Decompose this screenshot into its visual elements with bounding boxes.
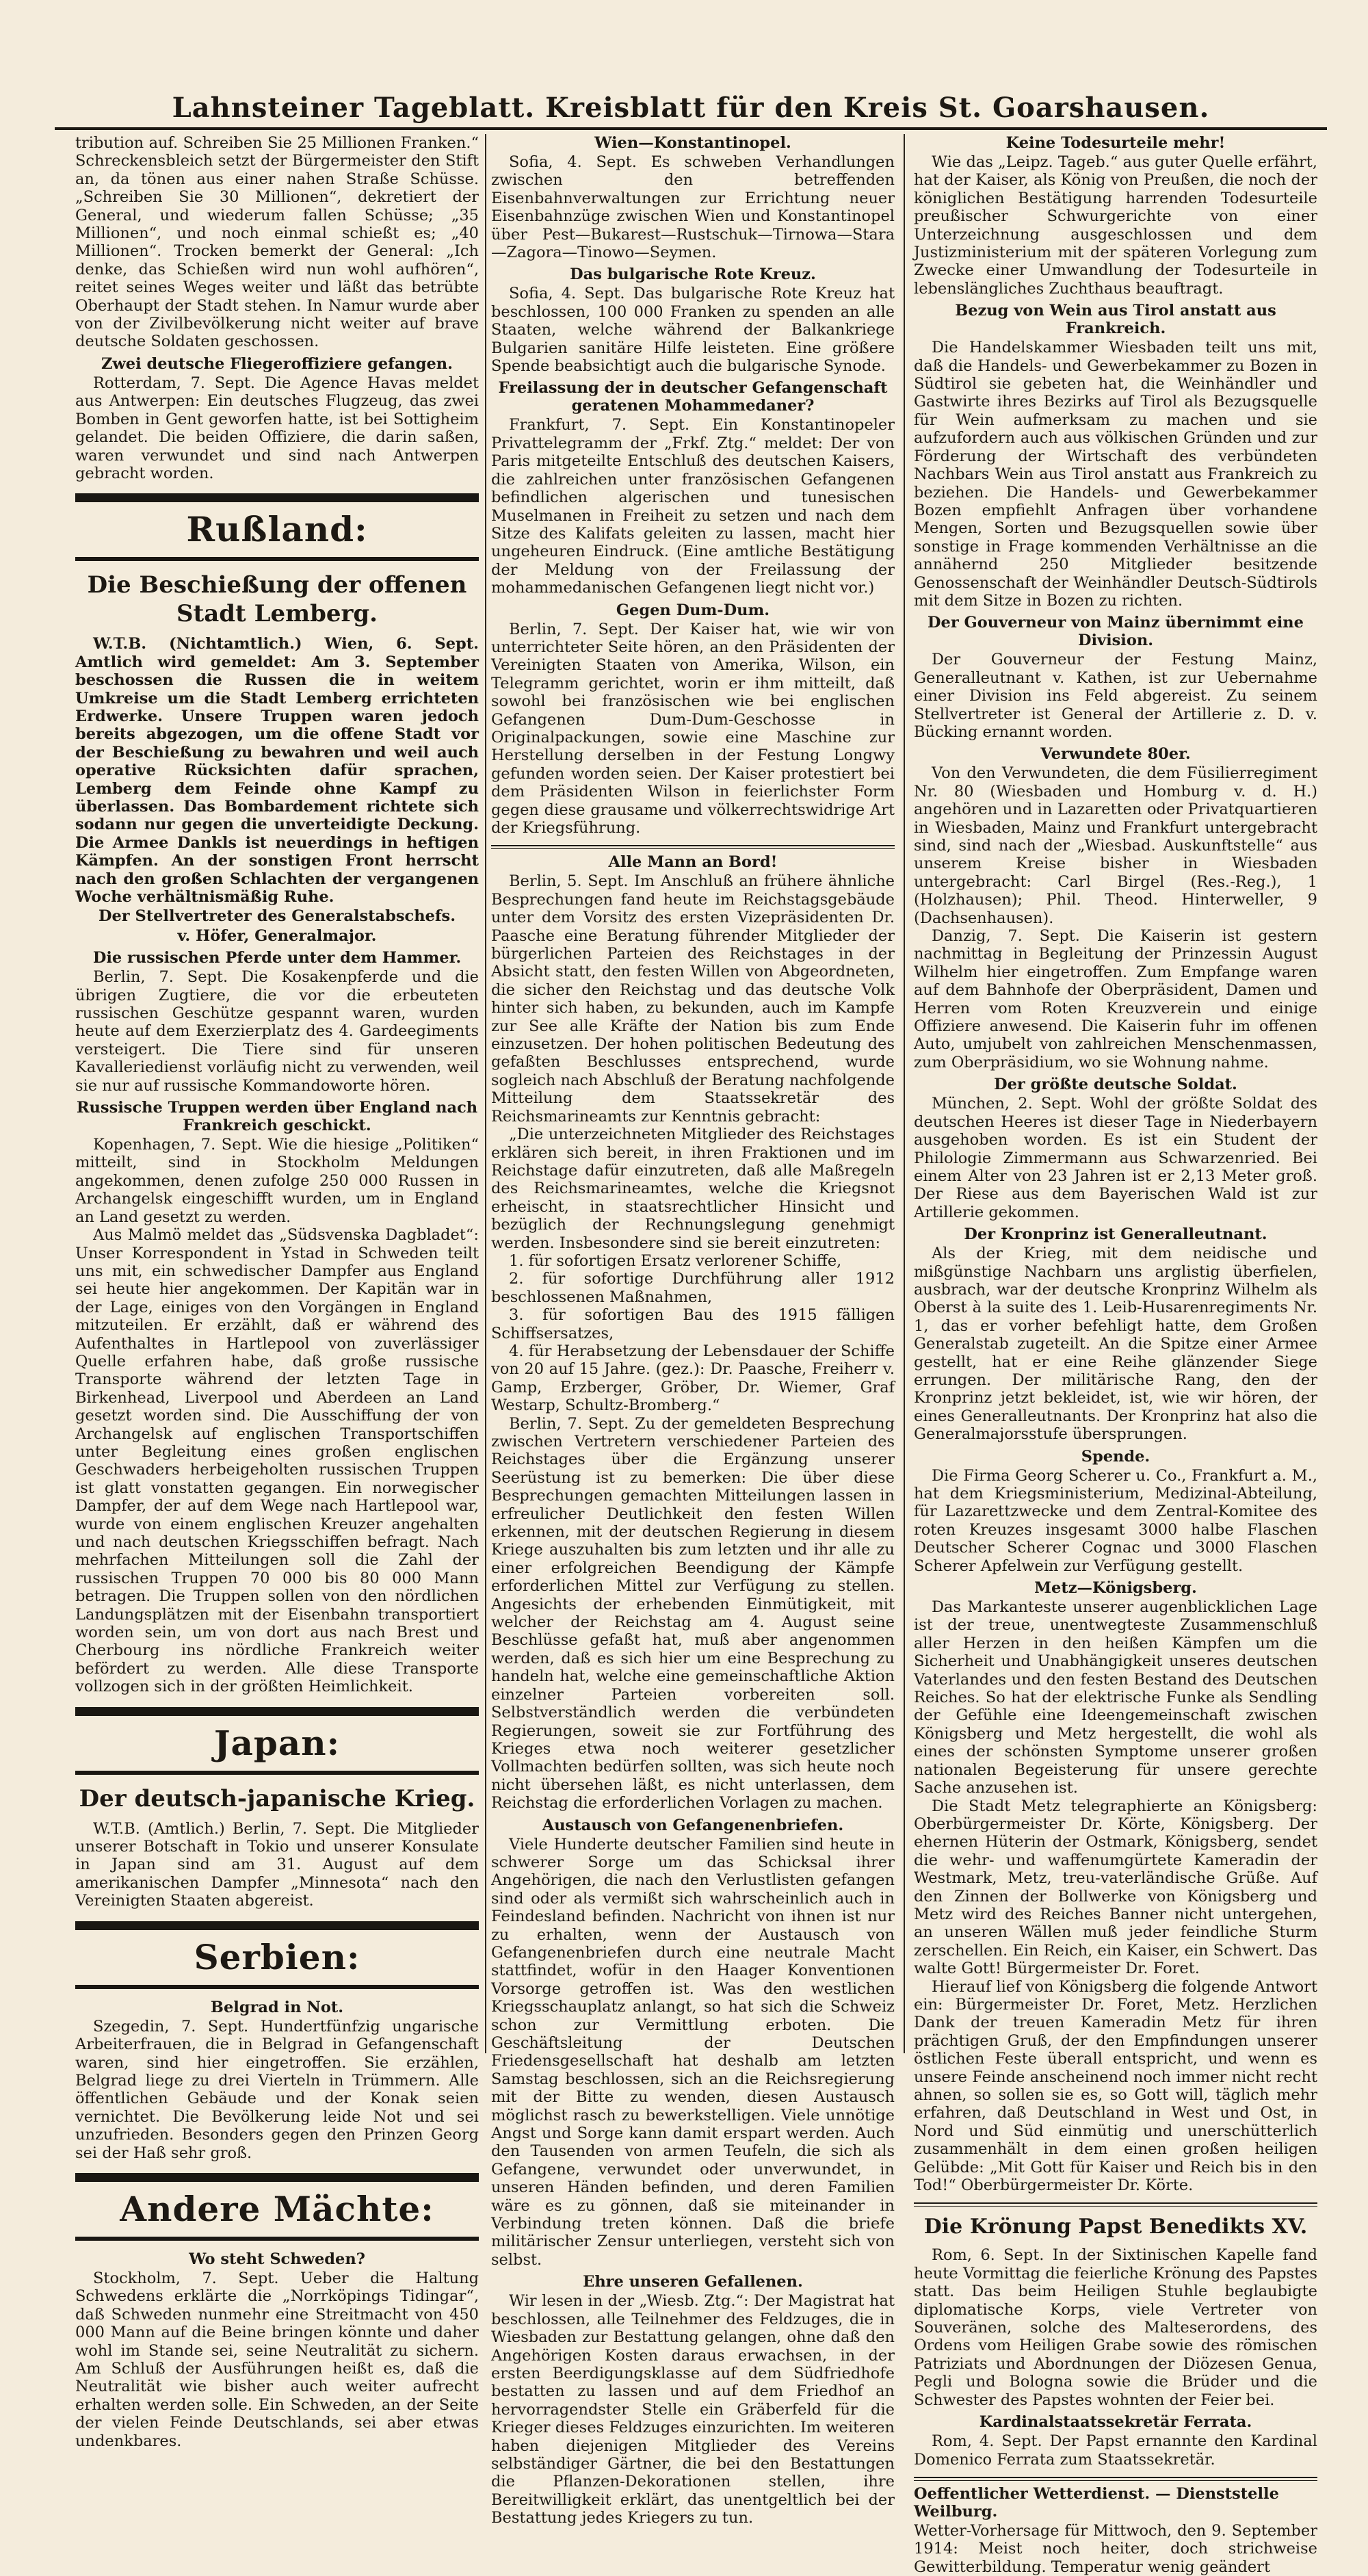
article-text: W.T.B. (Amtlich.) Berlin, 7. Sept. Die Mitglieder unserer Botschaft in Tokio und unserer Konsulate in Japan sind am 31. August auf dem amerikanischen Dampfer „Minnesota“ nach den Vereinigten Staaten abgereist. — [75, 1819, 479, 1910]
article-text: Wie das „Leipz. Tageb.“ aus guter Quelle erfährt, hat der Kaiser, als König von Preußen, die noch der königlichen Bestätigung harrenden Todesurteile preußischer Schwurgerichte von einer Unterzeichnung ausgeschlossen und dem Justizministerium mit der späteren Vorlegung zum Zwecke einer Umwandlung der Todesurteile in lebenslängliches Zuchthaus beauftragt. — [914, 153, 1317, 298]
section-title-japan: Japan: — [213, 1722, 341, 1763]
article-heading: Der größte deutsche Soldat. — [994, 1076, 1237, 1094]
article-heading: Russische Truppen werden über England nach Frankreich geschickt. — [76, 1099, 478, 1135]
headline-lemberg: Die Beschießung der offenen Stadt Lemberg. — [87, 571, 467, 628]
weather-heading: Oeffentlicher Wetterdienst. — Dienststelle Weilburg. — [914, 2484, 1279, 2521]
article-text: Die Firma Georg Scherer u. Co., Frankfurt a. M., hat dem Kriegsministerium, Medizinal-Abteilung, für Lazarettzwecke und dem Zentral-Komitee des roten Kreuzes insgesamt 3000 halbe Flaschen Deutscher Scherer Cognac und 3000 Flaschen Scherer Apfelwein zur Verfügung gestellt. — [914, 1466, 1317, 1575]
article-text: Die Handelskammer Wiesbaden teilt uns mit, daß die Handels- und Gewerbekammer zu Bozen in Südtirol sie gebeten hat, die Weinhändler und Gastwirte ihres Bezirks auf Tirol als Bezugsquelle für Wein aufmerksam zu machen und sie aufzufordern auch aus völkischen Gründen und zur Förderung der Wirtschaft des verbündeten Nachbars Wein aus Tirol anstatt aus Frankreich zu beziehen. Die Handels- und Gewerbekammer Bozen empfiehlt Anfragen über vorhandene Mengen, Sorten und Bezugsquellen sowie über sonstige in Frage kommenden Verhältnisse an die annähernd 250 Mitglieder besitzende Genossenschaft der Weinhändler Deutsch-Südtirols mit dem Sitze in Bozen zu richten. — [914, 339, 1317, 610]
article-text: Viele Hunderte deutscher Familien sind heute in schwerer Sorge um das Schicksal ihrer Angehörigen, die nach den Verlustlisten gefangen sind oder als vermißt sich wahrscheinlich auch in Feindesland befinden. Nachricht von ihnen ist nur zu erhalten, wenn der Austausch von Gefangenenbriefen durch eine neutrale Macht stattfindet, wofür in den Haager Konventionen Vorsorge getroffen ist. Was den westlichen Kriegsschauplatz anlangt, so hat sich die Schweiz schon zur Vermittlung erboten. Die Geschäftsleitung der Deutschen Friedensgesellschaft hat deshalb am letzten Samstag beschlossen, sich an die Reichsregierung mit der Bitte zu wenden, diesen Austausch möglichst rasch zu bewerkstelligen. Viele unnötige Angst und Sorge kann damit erspart werden. Auch den Tausenden von armen Teufeln, die sich als Gefangene, verwundet oder unverwundet, in unseren Händen befinden, und deren Familien wäre es zu gönnen, daß sie miteinander in Verbindung treten können. Daß die briefe militärischer Zensur unterliegen, versteht sich von selbst. — [491, 1835, 895, 2269]
masthead-rule — [55, 127, 1327, 130]
article-text: Rotterdam, 7. Sept. Die Agence Havas meldet aus Antwerpen: Ein deutsches Flugzeug, das zwei Bomben in Gent geworfen hatte, ist bei Sottigheim gelandet. Die beiden Offiziere, die darin saßen, waren verwundet und sind nach Antwerpen gebracht worden. — [75, 374, 479, 482]
article-heading: Der Gouverneur von Mainz übernimmt eine Division. — [928, 614, 1304, 650]
section-bar — [75, 1771, 479, 1775]
section-title-other: Andere Mächte: — [120, 2188, 434, 2229]
article-text: Kopenhagen, 7. Sept. Wie die hiesige „Politiken“ mitteilt, sind in Stockholm Meldungen angekommen, denen zufolge 250 000 Russen in Archangelsk eingeschifft wurden, um in England an Land gesetzt zu werden. — [75, 1136, 479, 1226]
article-heading: Wo steht Schweden? — [189, 2250, 365, 2268]
section-bar — [75, 2237, 479, 2241]
article-divider — [914, 2477, 1317, 2481]
article-text: Sofia, 4. Sept. Das bulgarische Rote Kreuz hat beschlossen, 100 000 Franken zu spenden an alle Staaten, welche während der Balkankriege Bulgarien sanitäre Hilfe leisteten. Eine größere Spende beabsichtigt auch die bulgarische Synode. — [491, 285, 895, 376]
article-text: Der Gouverneur der Festung Mainz, Generalleutnant v. Kathen, ist zur Uebernahme einer Division ins Feld abgereist. Zu seinem Stellvertreter ist General der Artillerie z. D. v. Bücking ernannt worden. — [914, 651, 1317, 741]
list-item: 1. für sofortigen Ersatz verlorener Schiffe, — [509, 1251, 842, 1270]
article-heading: Verwundete 80er. — [1040, 745, 1191, 764]
article-heading: Das bulgarische Rote Kreuz. — [570, 265, 816, 284]
article-text: Berlin, 7. Sept. Die Kosakenpferde und die übrigen Zugtiere, die vor die erbeuteten russischen Geschütze gespannt waren, wurden heute auf dem Exerzierplatz des 4. Gardeegiments versteigert. Die Tiere sind für unseren Kavalleriedienst vorläufig nicht zu verwenden, weil sie nur auf russische Kommandoworte hören. — [75, 968, 479, 1095]
signature: v. Höfer, Generalmajor. — [177, 926, 377, 945]
article-text: „Die unterzeichneten Mitglieder des Reichstages erklären sich bereit, in ihren Fraktionen und im Reichstage dafür einzutreten, daß alle Maßregeln des Reichsmarineamtes, welche die Kriegsnot erheischt, in staatsrechtlicher Hinsicht und bezüglich der Rechnungslegung genehmigt werden. Insbesondere sind sie bereit einzutreten: — [491, 1126, 895, 1252]
article-text: W.T.B. (Nichtamtlich.) Wien, 6. Sept. Amtlich wird gemeldet: Am 3. September beschossen die Russen die in weitem Umkreise um die Stadt Lemberg errichteten Erdwerke. Unsere Truppen waren jedoch bereits abgezogen, um die offene Stadt vor der Beschießung zu bewahren und weil auch operative Rücksichten dafür sprachen, Lemberg dem Feinde ohne Kampf zu überlassen. Das Bombardement richtete sich sodann nur gegen die unverteidigte Deckung. Die Armee Dankls ist neuerdings in heftigen Kämpfen. An der sonstigen Front herrscht nach den großen Schlachten der vergangenen Woche verhältnismäßig Ruhe. — [75, 635, 479, 906]
article-heading: Keine Todesurteile mehr! — [1005, 134, 1226, 152]
headline-pope: Die Krönung Papst Benedikts XV. — [923, 2215, 1308, 2239]
article-text: Stockholm, 7. Sept. Ueber die Haltung Schwedens erklärte die „Norrköpings Tidingar“, daß Schweden nunmehr eine Streitmacht von 450 000 Mann auf die Beine bringen könnte und daher wohl im Stande sei, seine Neutralität zu sichern. Am Schluß der Ausführungen heißt es, daß die Neutralität wie bisher auch weiter aufrecht erhalten werden solle. Ein Schweden, an der Seite der vielen Feinde Deutschlands, sei aber etwas undenkbares. — [75, 2269, 479, 2450]
article-text: Szegedin, 7. Sept. Hundertfünfzig ungarische Arbeiterfrauen, die in Belgrad in Gefangenschaft waren, sind hier eingetroffen. Sie erzählen, Belgrad liege zu drei Vierteln in Trümmern. Alle öffentlichen Gebäude und der Konak seien vernichtet. Die Bevölkerung leide Not und sei unzufrieden. Besonders gegen den Prinzen Georg sei der Haß sehr groß. — [75, 2017, 479, 2162]
article-text: Das Markanteste unserer augenblicklichen Lage ist der treue, unentwegteste Zusammenschluß aller Herzen in den heißen Kämpfen um die Sicherheit und Unabhängigkeit unseres deutschen Vaterlandes und den festen Bestand des Deutschen Reiches. So hat der elektrische Funke als Sendling der Gefühle eine Ideengemeinschaft zwischen Königsberg und Metz hergestellt, die wohl als eines der schönsten Symptome unserer großen nationalen Begeisterung für unsere gerechte Sache anzusehen ist. — [914, 1598, 1317, 1797]
article-heading: Austausch von Gefangenenbriefen. — [542, 1816, 844, 1834]
section-bar — [75, 1921, 479, 1930]
article-divider — [914, 2202, 1317, 2207]
article-heading: Gegen Dum-Dum. — [616, 601, 770, 619]
article-heading: Zwei deutsche Fliegeroffiziere gefangen. — [101, 354, 453, 373]
column-divider-2 — [904, 134, 905, 2053]
list-item: 4. für Herabsetzung der Lebensdauer der Schiffe von 20 auf 15 Jahre. (gez.): Dr. Paasche, Freiherr v. Gamp, Erzberger, Gröber, Dr. Wiemer, Graf Westarp, Schultz-Bromberg.“ — [491, 1342, 895, 1415]
article-heading: Spende. — [1081, 1447, 1150, 1466]
article-heading: Die russischen Pferde unter dem Hammer. — [92, 949, 462, 967]
column-1 — [75, 134, 479, 2450]
masthead: Lahnsteiner Tageblatt. Kreisblatt für den Kreis St. Goarshausen. — [172, 92, 1210, 124]
article-text: Die Stadt Metz telegraphierte an Königsberg: Oberbürgermeister Dr. Körte, Königsberg. Der ehernen Hüterin der Ostmark, Königsberg, sendet die wehr- und waffenumgürtete Kameradin der Westmark, Metz, treu-vaterländische Grüße. Auf den Zinnen der Bollwerke von Königsberg und Metz wird des Reiches Banner nicht untergehen, an unseren Wällen muß jeder feindliche Sturm zerschellen. Ein Reich, ein Kaiser, ein Schwert. Das walte Gott! Bürgermeister Dr. Foret. — [914, 1797, 1317, 1978]
article-text: Danzig, 7. Sept. Die Kaiserin ist gestern nachmittag in Begleitung der Prinzessin August Wilhelm hier eingetroffen. Zum Empfange waren auf dem Bahnhofe der Oberpräsident, Damen und Herren vom Roten Kreuzverein und einige Offiziere anwesend. Die Kaiserin fuhr im offenen Auto, umjubelt von zahlreichen Menschenmassen, zum Oberpräsidium, wo sie Wohnung nahme. — [914, 927, 1317, 1071]
list-item: 3. für sofortigen Bau des 1915 fälligen Schiffsersatzes, — [491, 1306, 895, 1342]
article-divider — [491, 845, 895, 849]
article-text: Berlin, 7. Sept. Zu der gemeldeten Besprechung zwischen Vertretern verschiedener Parteien des Reichstages über die Ergänzung unserer Seerüstung ist zu bemerken: Die über diese Besprechungen gemachten Mitteilungen lassen in erfreulicher Deutlichkeit den festen Willen erkennen, mit der deutschen Regierung in diesem Kriege auszuhalten bis zum letzten und ihr alle zu einer erfolgreichen Beendigung der Kämpfe erforderlichen Mittel zur Verfügung zu stellen. Angesichts der erhebenden Einmütigkeit, mit welcher der Reichstag am 4. August seine Beschlüsse gefaßt hat, muß aber angenommen werden, daß es sich hier um eine Besprechung zu handeln hat, welche eine gemeinschaftliche Aktion einzelner Parteien vorbereiten soll. Selbstverständlich werden die verbündeten Regierungen, soweit sie zur Fortführung des Krieges etwa noch weiterer gesetzlicher Vollmachten bedürfen sollten, was sich heute noch nicht übersehen läßt, es nicht unterlassen, dem Reichstag die erforderlichen Vorlagen zu machen. — [491, 1414, 895, 1812]
section-bar — [75, 1985, 479, 1989]
list-item: 2. für sofortige Durchführung aller 1912 beschlossenen Maßnahmen, — [491, 1270, 895, 1306]
article-heading: Der Kronprinz ist Generalleutnant. — [964, 1225, 1267, 1244]
headline-japan: Der deutsch-japanische Krieg. — [79, 1784, 475, 1812]
weather-text: Wetter-Vorhersage für Mittwoch, den 9. September 1914: Meist noch heiter, doch strichweise Gewitterbildung. Temperatur wenig geändert — [914, 2521, 1317, 2576]
section-title-russia: Rußland: — [186, 509, 368, 550]
article-heading: Freilassung der in deutscher Gefangenschaft geratenen Mohammedaner? — [498, 379, 888, 415]
article-text: Sofia, 4. Sept. Es schweben Verhandlungen zwischen den betreffenden Eisenbahnverwaltungen zur Errichtung neuer Eisenbahnzüge zwischen Wien und Konstantinopel über Pest—Bukarest—Rustschuk—Tirnowa—Stara—Zagora—Tinowo—Seymen. — [491, 153, 895, 262]
article-heading: Wien—Konstantinopel. — [594, 134, 791, 152]
section-bar — [75, 493, 479, 502]
column-divider-1 — [485, 134, 486, 2053]
article-text: München, 2. Sept. Wohl der größte Soldat des deutschen Heeres ist dieser Tage in Niederbayern ausgehoben worden. Es ist ein Student der Philologie Zimmermann aus Schwarzenried. Bei einem Alter von 23 Jahren ist er 2,13 Meter groß. Der Riese aus dem Bayerischen Wald ist zur Artillerie gekommen. — [914, 1095, 1317, 1221]
article-text: tribution auf. Schreiben Sie 25 Millionen Franken.“ Schreckensbleich setzt der Bürgermeister den Stift an, da tönen aus einer nahen Straße Schüsse. „Schreiben Sie 30 Millionen“, dekretiert der General, und wiederum fallen Schüsse; „35 Millionen“, und noch einmal schießt es; „40 Millionen“. Trocken bemerkt der General: „Ich denke, das Schießen wird nun wohl aufhören“, reitet seines Weges weiter und läßt das betrübte Oberhaupt der Stadt stehen. In Namur wurde aber von der Zivilbevölkerung nicht weiter auf brave deutsche Soldaten geschossen. — [75, 134, 479, 351]
section-title-serbia: Serbien: — [194, 1936, 360, 1977]
column-2 — [491, 134, 895, 2527]
article-text: Frankfurt, 7. Sept. Ein Konstantinopeler Privattelegramm der „Frkf. Ztg.“ meldet: Der von Paris mitgeteilte Entschluß des deutschen Kaisers, die zahlreichen unter französischen Gefangenen befindlichen algerischen und tunesischen Muselmanen in Freiheit zu setzen und nach dem Sitze des Kalifats geleiten zu lassen, macht hier ungeheuren Eindruck. (Eine amtliche Bestätigung der Meldung von der Freilassung der mohammedanischen Gefangenen liegt nicht vor.) — [491, 416, 895, 597]
article-text: Wir lesen in der „Wiesb. Ztg.“: Der Magistrat hat beschlossen, alle Teilnehmer des Feldzuges, die in Wiesbaden zur Bestattung gelangen, ohne daß den Angehörigen Kosten daraus erwachsen, in der ersten Beerdigungsklasse auf dem Südfriedhofe bestatten zu lassen und auf dem Friedhof an hervorragendster Stelle ein Gräberfeld für die Krieger dieses Feldzuges einzurichten. Im weiteren haben diejenigen Mitglieder des Vereins selbständiger Gärtner, die bei den Bestattungen die Pflanzen-Dekorationen stellen, ihre Bereitwilligkeit erklärt, das unentgeltlich bei der Bestattung jedes Kriegers zu tun. — [491, 2292, 895, 2527]
article-text: Hierauf lief von Königsberg die folgende Antwort ein: Bürgermeister Dr. Foret, Metz. Herzlichen Dank der treuen Kameradin Metz für ihren prächtigen Gruß, der den Empfindungen unserer östlichen Feste überall entspricht, und wenn es unsere Feinde anscheinend noch immer nicht recht ahnen, so sollen sie es, so Gott will, täglich mehr erfahren, daß Deutschland in West und Ost, in Nord und Süd einmütig und unerschütterlich zusammenhält in dem einen großen heiligen Gelübde: „Mit Gott für Kaiser und Reich bis in den Tod!“ Oberbürgermeister Dr. Körte. — [914, 1977, 1317, 2195]
article-text: Als der Krieg, mit dem neidische und mißgünstige Nachbarn uns arglistig überfielen, ausbrach, war der deutsche Kronprinz Wilhelm als Oberst à la suite des 1. Leib-Husarenregiments Nr. 1, das er vorher befehligt hatte, dem Großen Generalstab zugeteilt. An die Spitze einer Armee gestellt, hat er eine Reihe glänzender Siege errungen. Der militärische Rang, den der Kronprinz jetzt bekleidet, ist, wie wir hören, der eines Generalleutnants. Der Kronprinz hat also die Generalmajorsstufe übersprungen. — [914, 1245, 1317, 1444]
signature: Der Stellvertreter des Generalstabschefs. — [98, 907, 456, 926]
article-heading: Kardinalstaatssekretär Ferrata. — [979, 2413, 1252, 2432]
article-text: Aus Malmö meldet das „Südsvenska Dagbladet“: Unser Korrespondent in Ystad in Schweden teilt uns mit, ein schwedischer Dampfer aus England sei heute hier angekommen. Der Kapitän war in der Lage, einiges von den Vorgängen in England mitzuteilen. Er erzählt, daß er während des Aufenthaltes in Hartlepool von zuverlässiger Quelle erfahren habe, daß große russische Transporte während der letzten Tage in Birkenhead, Liverpool und Aberdeen an Land gesetzt worden sind. Die Ausschiffung der von Archangelsk auf englischen Transportschiffen unter Begleitung eines großen englischen Geschwaders herbeigeholten russischen Truppen ist glatt vonstatten gegangen. Ein norwegischer Dampfer, der auf dem Wege nach Hartlepool war, wurde von einem englischen Kreuzer angehalten und nach deutschen Kriegsschiffen befragt. Nach mehrfachen Mitteilungen soll die Zahl der russischen Truppen 70 000 bis 80 000 Mann betragen. Die Truppen sollen von den nördlichen Landungsplätzen mit der Eisenbahn transportiert worden sein, um von dort aus nach Brest und Cherbourg ins nördliche Frankreich weiter befördert zu werden. Alle diese Transporte vollzogen sich in der größten Heimlichkeit. — [75, 1226, 479, 1696]
article-heading: Belgrad in Not. — [210, 1998, 344, 2016]
article-text: Berlin, 5. Sept. Im Anschluß an frühere ähnliche Besprechungen fand heute im Reichstagsgebäude unter dem Vorsitz des ersten Vizepräsidenten Dr. Paasche eine Beratung führender Mitglieder der bürgerlichen Parteien des Reichstages in der Absicht statt, den festen Willen von Abgeordneten, die sicher den Reichstag und das deutsche Volk hinter sich haben, zu bekunden, auch im Kampfe zur See alle Kräfte der Nation bis zum Ende einzusetzen. Der hohen politischen Bedeutung des gefaßten Beschlusses entsprechend, wurde sogleich nach Abschluß der Beratung nachfolgende Mitteilung dem Staatssekretär des Reichsmarineamts zur Kenntnis gebracht: — [491, 872, 895, 1126]
section-bar — [75, 2173, 479, 2182]
column-3 — [914, 134, 1317, 2576]
article-text: Von den Verwundeten, die dem Füsilierregiment Nr. 80 (Wiesbaden und Homburg v. d. H.) angehören und in Lazaretten oder Privatquartieren in Wiesbaden, Mainz und Frankfurt untergebracht sind, sind nach der „Wiesbad. Auskunftstelle“ aus unserem Kreise bisher in Wiesbaden untergebracht: Carl Birgel (Res.-Reg.), 1 (Holzhausen); Phil. Theod. Hinterweller, 9 (Dachsenhausen). — [914, 764, 1317, 927]
article-heading: Bezug von Wein aus Tirol anstatt aus Frankreich. — [955, 302, 1276, 338]
article-heading: Metz—Königsberg. — [1034, 1579, 1197, 1598]
article-heading: Ehre unseren Gefallenen. — [583, 2273, 803, 2291]
section-bar — [75, 1707, 479, 1716]
article-text: Rom, 6. Sept. In der Sixtinischen Kapelle fand heute Vormittag die feierliche Krönung des Papstes statt. Das beim Heiligen Stuhle beglaubigte diplomatische Korps, viele Vertreter von Souveränen, solche des Malteserordens, des Ordens vom Heiligen Grabe sowie des römischen Patriziats und Abordnungen der Diözesen Genua, Pegli und Bologna sowie die Brüder und die Schwester des Papstes wohnten der Feier bei. — [914, 2246, 1317, 2409]
article-text: Rom, 4. Sept. Der Papst ernannte den Kardinal Domenico Ferrata zum Staatssekretär. — [914, 2432, 1317, 2469]
article-text: Berlin, 7. Sept. Der Kaiser hat, wie wir von unterrichteter Seite hören, an den Präsidenten der Vereinigten Staaten von Amerika, Wilson, ein Telegramm gerichtet, worin er ihm mitteilt, daß sowohl bei französischen wie bei englischen Gefangenen Dum-Dum-Geschosse in Originalpackungen, sowie eine Maschine zur Herstellung derselben in der Festung Longwy gefunden worden seien. Der Kaiser protestiert bei dem Präsidenten Wilson in feierlichster Form gegen diese grausame und völkerrechtswidrige Art der Kriegsführung. — [491, 620, 895, 837]
section-bar — [75, 557, 479, 561]
article-heading: Alle Mann an Bord! — [608, 853, 778, 872]
